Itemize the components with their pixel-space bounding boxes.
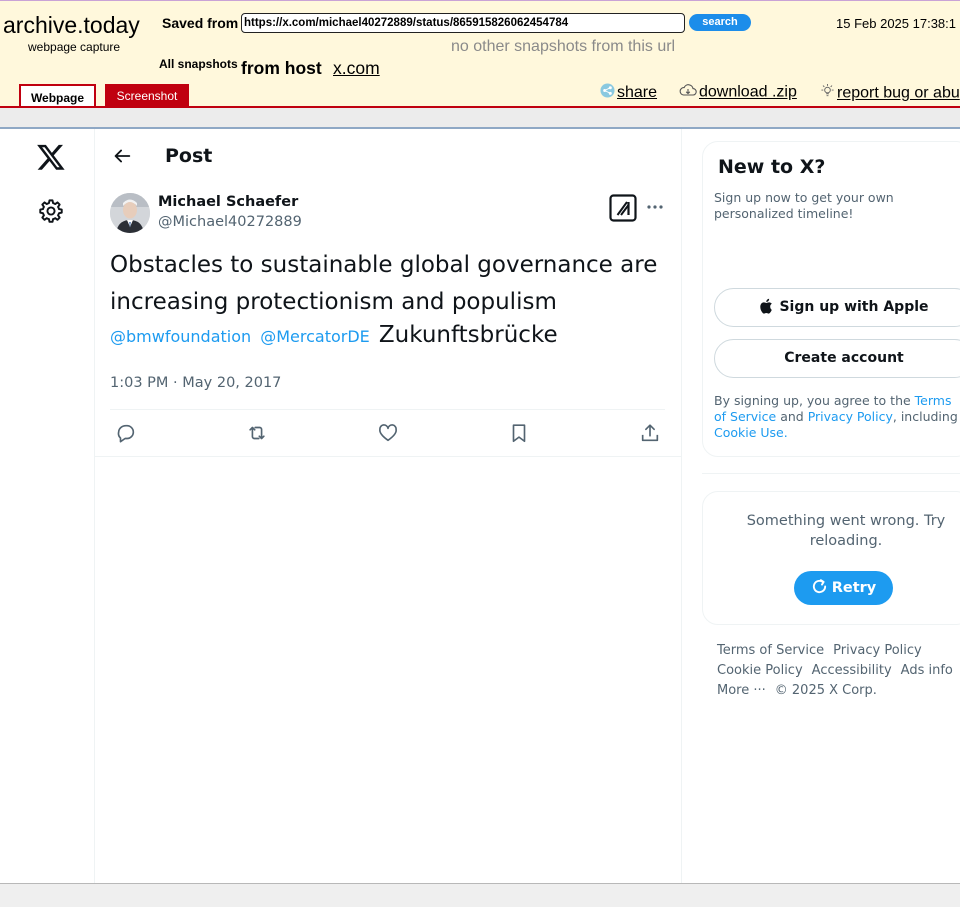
saved-from-label: Saved from xyxy=(162,15,239,31)
cloud-download-icon xyxy=(679,83,697,102)
bottom-band xyxy=(0,883,960,907)
lightbulb-icon xyxy=(820,83,835,104)
footer-more-link[interactable]: More ··· xyxy=(717,683,766,698)
archived-url-field[interactable]: https://x.com/michael40272889/status/865915826062454784 xyxy=(241,13,685,33)
from-host-label: from host xyxy=(241,58,322,78)
share-icon xyxy=(600,83,615,103)
author-name[interactable]: Michael Schaefer xyxy=(158,194,299,210)
apple-icon xyxy=(759,298,773,314)
retry-label: Retry xyxy=(831,580,877,596)
download-label: download .zip xyxy=(699,83,797,101)
terms-including: , including xyxy=(892,409,958,424)
terms-prefix: By signing up, you agree to the xyxy=(714,393,915,408)
tweet-trailing-text: Zukunftsbrücke xyxy=(378,322,558,348)
footer-privacy-link[interactable]: Privacy Policy xyxy=(833,643,922,658)
footer-terms-link[interactable]: Terms of Service xyxy=(717,643,825,658)
footer-cookie-link[interactable]: Cookie Policy xyxy=(717,663,803,678)
report-label: report bug or abu xyxy=(837,84,960,102)
error-message: Something went wrong. Try reloading. xyxy=(746,513,946,549)
divider xyxy=(110,409,665,410)
share-icon[interactable] xyxy=(639,422,661,444)
terms-and: and xyxy=(776,409,808,424)
create-account-button[interactable]: Create account xyxy=(714,339,960,378)
header-separator xyxy=(0,108,960,128)
back-arrow-icon[interactable] xyxy=(111,145,133,167)
footer-ads-link[interactable]: Ads info xyxy=(900,663,953,678)
refresh-icon xyxy=(811,578,828,595)
like-icon[interactable] xyxy=(377,422,399,444)
host-link[interactable]: x.com xyxy=(333,58,380,78)
tweet-mentions-line xyxy=(110,322,558,348)
avatar[interactable] xyxy=(110,193,150,233)
page-title: Post xyxy=(165,145,213,167)
mention-link[interactable]: @MercatorDE xyxy=(260,327,370,346)
divider xyxy=(95,456,682,457)
cookie-use-link[interactable]: Cookie Use. xyxy=(714,425,788,440)
report-bug-link[interactable] xyxy=(820,83,960,104)
signup-title: New to X? xyxy=(718,156,826,178)
x-page xyxy=(0,129,960,883)
signup-terms xyxy=(714,393,960,441)
sign-up-apple-button[interactable] xyxy=(714,288,960,327)
archive-logo[interactable]: archive.today xyxy=(3,12,140,38)
terms-of-service-link[interactable]: Terms of Service xyxy=(714,393,952,424)
bookmark-icon[interactable] xyxy=(508,422,530,444)
privacy-policy-link[interactable]: Privacy Policy xyxy=(807,409,893,424)
mention-link[interactable]: @bmwfoundation xyxy=(110,327,252,346)
archive-header xyxy=(0,0,960,108)
tab-webpage[interactable]: Webpage xyxy=(19,84,96,108)
archive-subtitle: webpage capture xyxy=(28,40,121,54)
tab-screenshot[interactable]: Screenshot xyxy=(105,84,189,108)
search-button[interactable]: search xyxy=(689,14,751,31)
capture-date: 15 Feb 2025 17:38:1 xyxy=(836,16,956,31)
footer-links xyxy=(717,641,960,701)
footer-accessibility-link[interactable]: Accessibility xyxy=(811,663,892,678)
apple-button-label: Sign up with Apple xyxy=(779,299,929,315)
divider xyxy=(702,473,960,474)
tweet-text: Obstacles to sustainable global governance are increasing protectionism and populism xyxy=(110,252,658,315)
all-snapshots-label: All snapshots xyxy=(159,57,238,71)
author-handle[interactable]: @Michael40272889 xyxy=(158,214,302,230)
footer-copyright: © 2025 X Corp. xyxy=(774,683,877,698)
signup-description: Sign up now to get your own personalized timeline! xyxy=(714,190,894,221)
reply-icon[interactable] xyxy=(115,422,137,444)
left-navigation xyxy=(0,129,95,883)
x-logo-icon[interactable] xyxy=(36,142,66,172)
no-snapshots-notice: no other snapshots from this url xyxy=(451,38,676,55)
more-options-icon[interactable] xyxy=(645,197,665,217)
grok-icon[interactable] xyxy=(609,194,637,222)
primary-column xyxy=(95,129,682,883)
retry-button[interactable] xyxy=(794,571,893,605)
repost-icon[interactable] xyxy=(246,422,268,444)
gear-icon[interactable] xyxy=(38,198,64,224)
share-label: share xyxy=(617,84,658,102)
sidebar-column xyxy=(682,129,960,883)
download-zip-link[interactable] xyxy=(679,83,797,102)
tweet-timestamp[interactable]: 1:03 PM · May 20, 2017 xyxy=(110,375,282,391)
share-link[interactable] xyxy=(600,83,657,103)
